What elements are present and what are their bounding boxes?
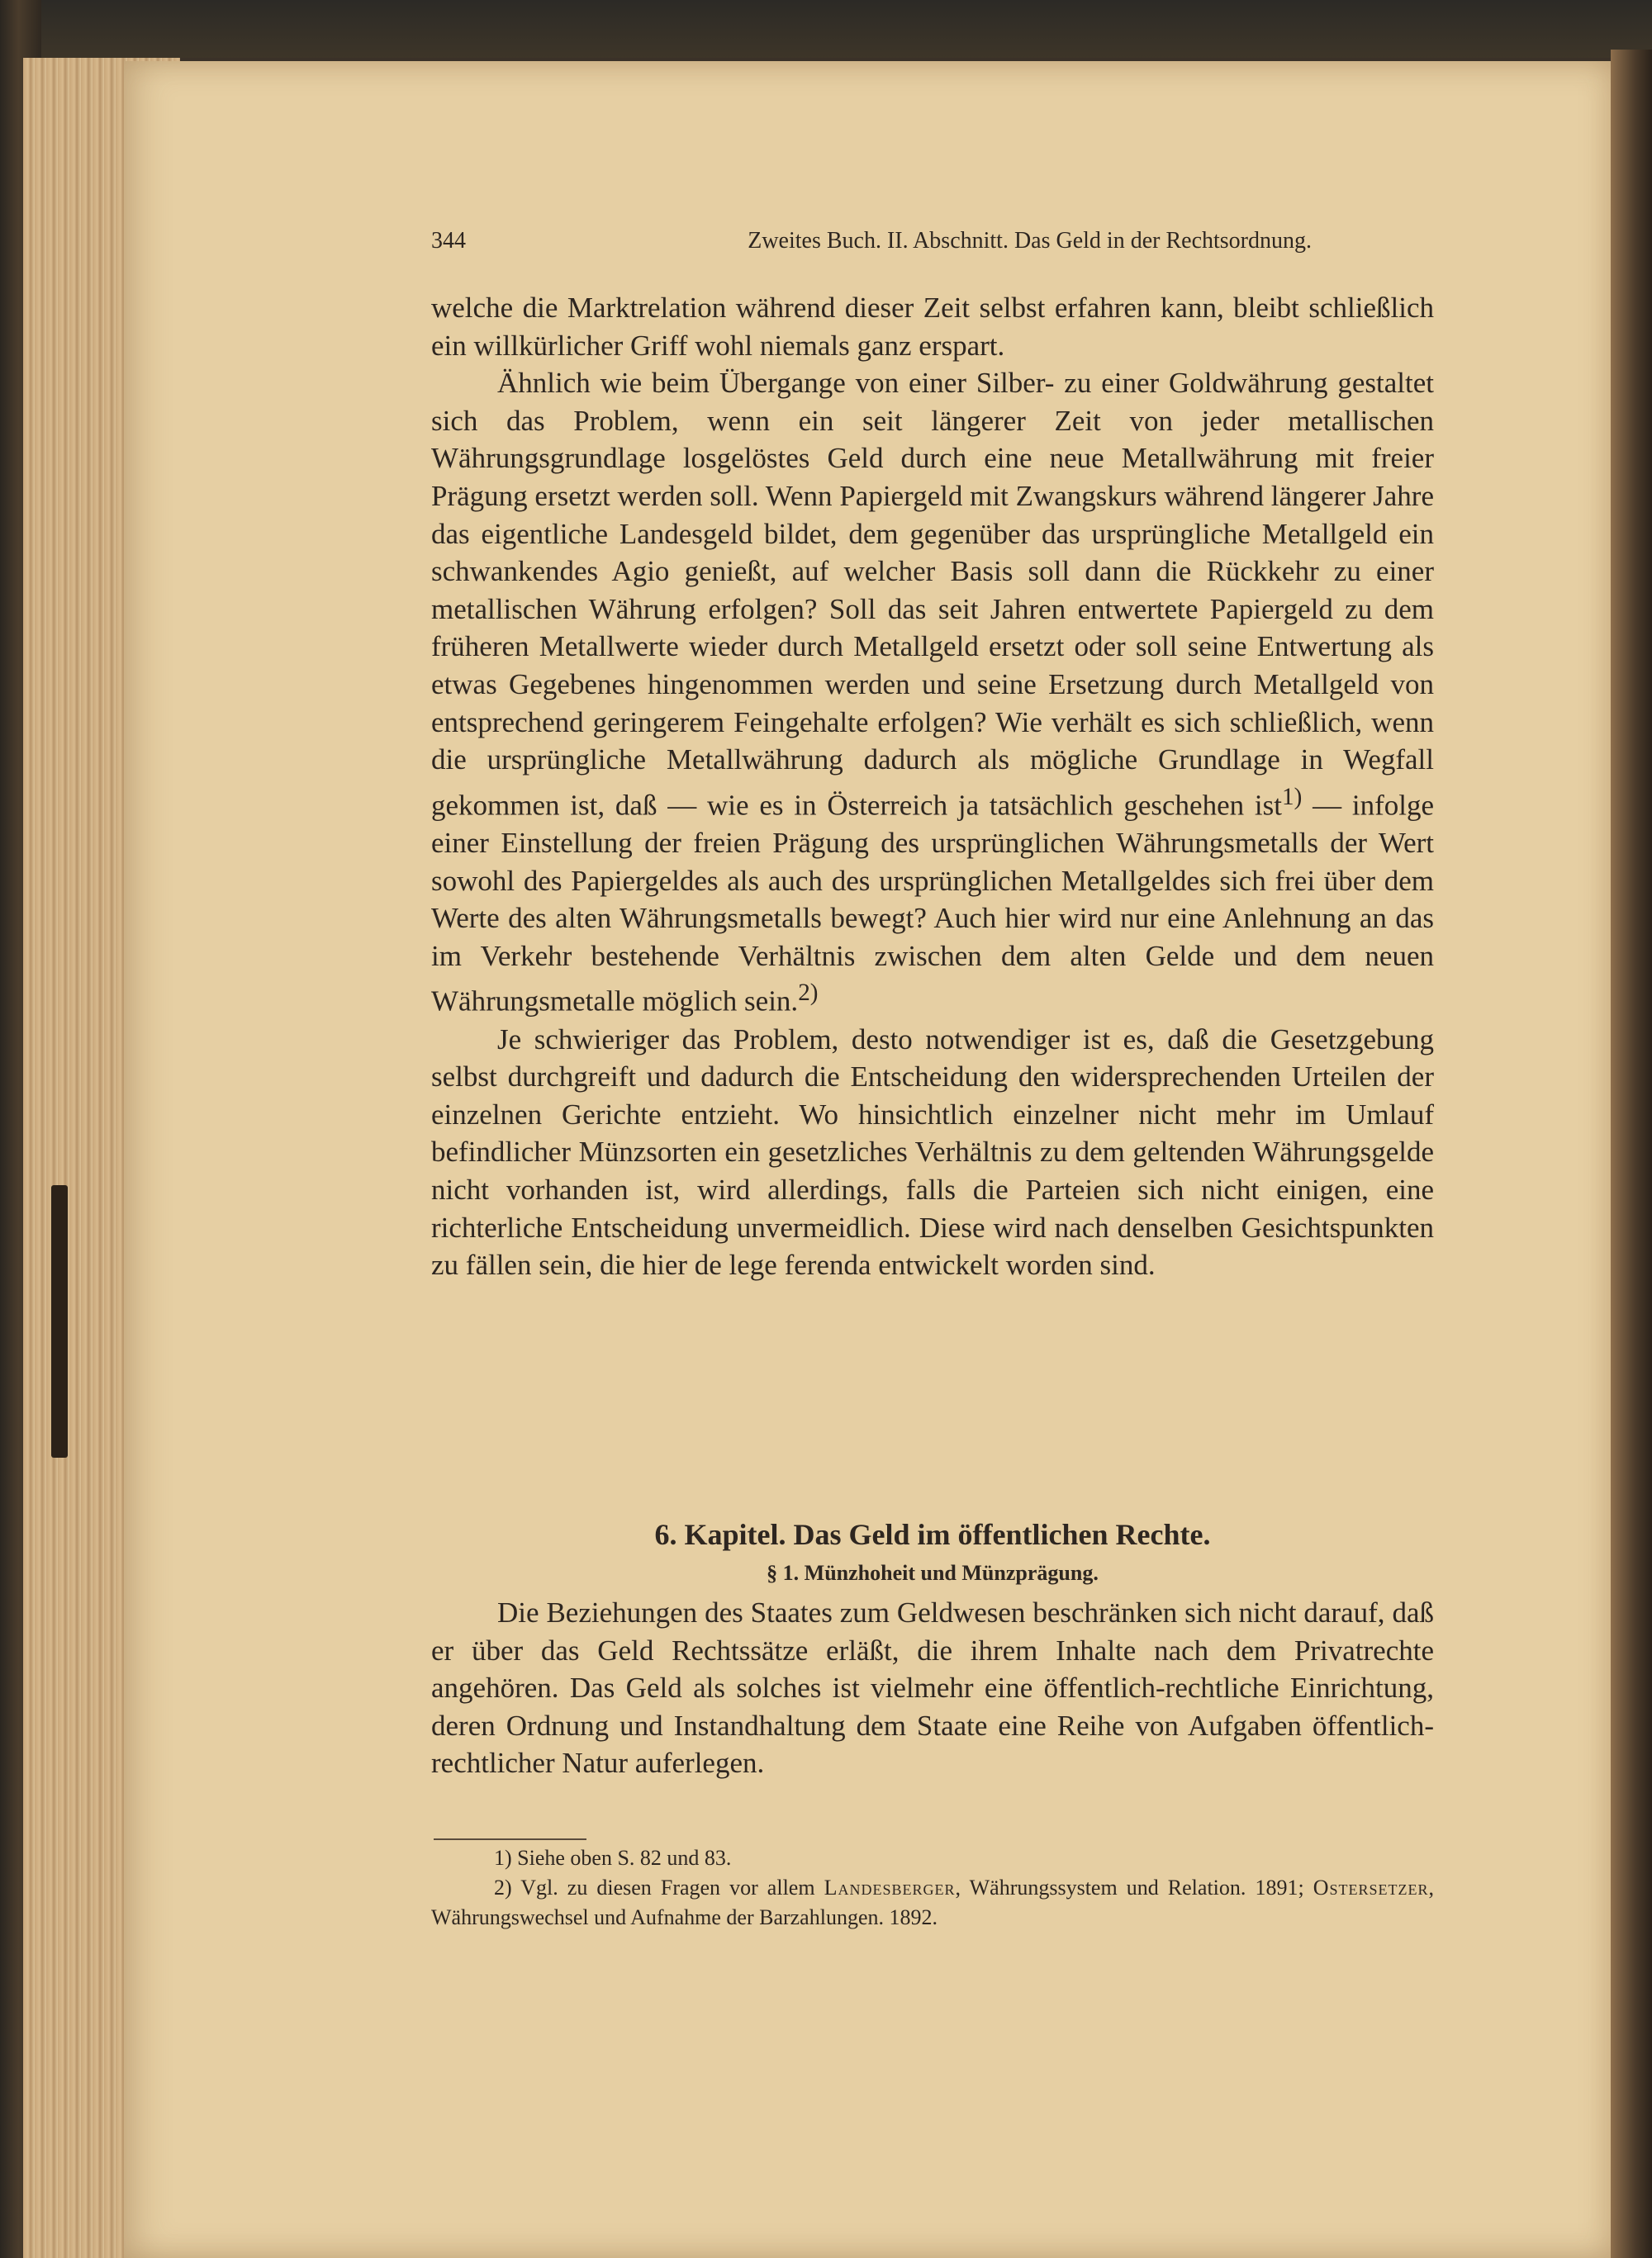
footnote-text: , Währungswechsel und Aufnahme der Barzahlungen. 1892.: [431, 1876, 1434, 1929]
paragraph-text: Ähnlich wie beim Übergange von einer Silber- zu einer Goldwährung gestaltet sich das Problem, wenn ein seit längerer Zeit von jeder metallischen Währungsgrundlage losgelöstes Geld durch eine neue Metallwährung mit freier Prägung ersetzt werden soll. Wenn Papiergeld mit Zwangskurs während längerer Jahre das eigentliche Landesgeld bildet, dem gegenüber das ursprüngliche Metallgeld ein schwankendes Agio genießt, auf welcher Basis soll dann die Rückkehr zu einer metallischen Währung erfolgen? Soll das seit Jahren entwertete Papiergeld zu dem früheren Metallwerte wieder durch Metallgeld ersetzt oder soll seine Entwertung als etwas Gegebenes hingenommen werden und seine Ersetzung durch Metallgeld von entsprechend geringerem Feingehalte erfolgen? Wie verhält es sich schließlich, wenn die ursprüngliche Metallwährung dadurch als mögliche Grundlage in Wegfall gekommen ist, daß — wie es in Österreich ja tatsächlich geschehen ist: [431, 367, 1434, 822]
paragraph-continuation: welche die Marktrelation während dieser Zeit selbst erfahren kann, bleibt schließlich ein willkürlicher Griff wohl niemals ganz erspart.: [431, 292, 1434, 362]
footnote-reference-2[interactable]: 2): [798, 980, 819, 1007]
footnote-divider: [434, 1838, 586, 1840]
footnote-text: 2) Vgl. zu diesen Fragen vor allem: [494, 1876, 824, 1900]
chapter-text-block: [431, 1594, 1434, 1782]
main-text-block: [431, 289, 1434, 1284]
footnote-2: [431, 1873, 1434, 1933]
footnotes: [431, 1843, 1434, 1933]
chapter-heading: 6. Kapitel. Das Geld im öffentlichen Rechte.: [654, 1518, 1211, 1551]
book-edge-right: [1611, 50, 1652, 2258]
footnote-text: , Währungssystem und Relation. 1891;: [955, 1876, 1313, 1900]
paragraph-public-law: Die Beziehungen des Staates zum Geldwesen beschränken sich nicht darauf, daß er über das Geld Rechtssätze erläßt, die ihrem Inhalte nach dem Privatrechte angehören. Das Geld als solches ist vielmehr eine öffentlich-rechtliche Einrichtung, deren Ordnung und Instandhaltung dem Staate eine Reihe von Aufgaben öffentlich-rechtlicher Natur auferlegen.: [431, 1596, 1434, 1780]
book-edge-top: [0, 0, 1652, 58]
footnote-1: 1) Siehe oben S. 82 und 83.: [494, 1846, 732, 1870]
paragraph-currency-transition: [431, 364, 1434, 1020]
running-header: [431, 228, 1312, 254]
footnote-reference-1[interactable]: 1): [1281, 783, 1303, 810]
section-heading: § 1. Münzhoheit und Münzprägung.: [767, 1561, 1099, 1585]
footnote-author: Ostersetzer: [1313, 1876, 1429, 1900]
paragraph-legislation: Je schwieriger das Problem, desto notwendiger ist es, daß die Gesetzgebung selbst durchgreift und dadurch die Entscheidung den widersprechenden Urteilen der einzelnen Gerichte entzieht. Wo hinsichtlich einzelner nicht mehr im Umlauf befindlicher Münzsorten ein gesetzliches Verhältnis zu dem geltenden Währungsgelde nicht vorhanden ist, wird allerdings, falls die Parteien sich nicht einigen, eine richterliche Entscheidung unvermeidlich. Diese wird nach denselben Gesichtspunkten zu fällen sein, die hier de lege ferenda entwickelt worden sind.: [431, 1022, 1434, 1282]
page-number: 344: [431, 228, 466, 254]
bookmark-ribbon: [51, 1185, 68, 1458]
running-title: Zweites Buch. II. Abschnitt. Das Geld in der Rechtsordnung.: [748, 228, 1312, 254]
paragraph-text: — infolge einer Einstellung der freien Prägung des ursprünglichen Währungsmetalls der Wert sowohl des Papiergeldes als auch des ursprünglichen Metallgeldes sich frei über dem Werte des alten Währungsmetalls bewegt? Auch hier wird nur eine Anlehnung an das im Verkehr bestehende Verhältnis zwischen dem alten Gelde und dem neuen Währungsmetalle möglich sein.: [431, 789, 1434, 1018]
footnote-author: Landesberger: [824, 1876, 956, 1900]
